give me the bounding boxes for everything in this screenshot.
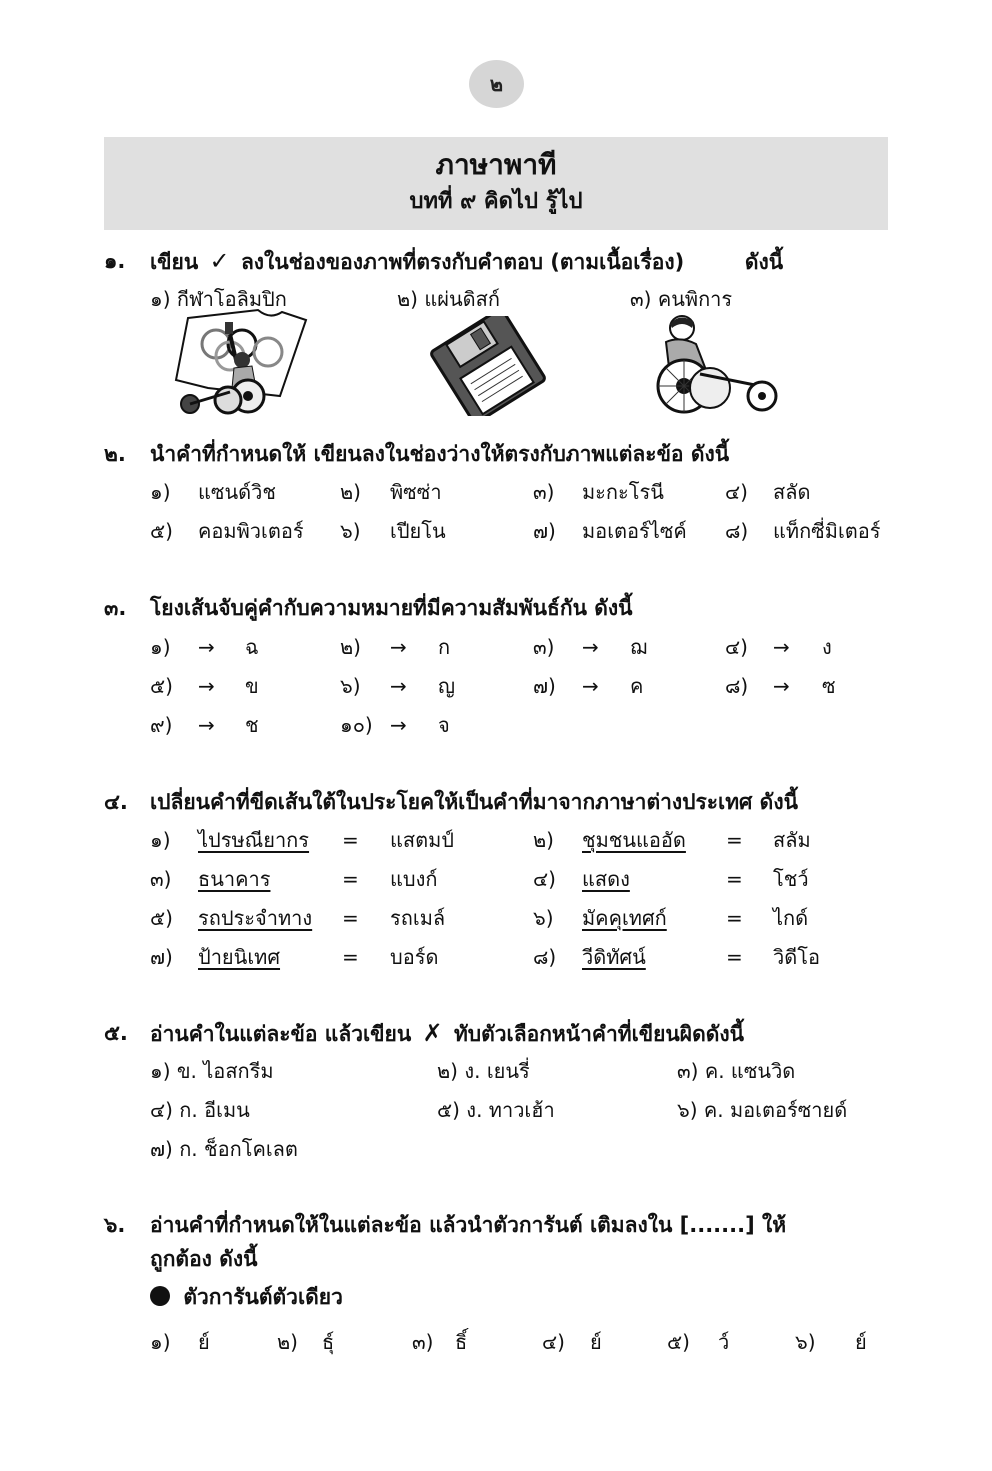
match-answer: จ [438,713,450,737]
subheading [150,1280,904,1314]
question-text: เปลี่ยนคำที่ขีดเส้นใต้ในประโยคให้เป็นคำที่มาจากภาษาต่างประเทศ ดังนี้ [150,790,798,814]
question-number: ๕. [104,1021,128,1045]
underlined-thai-word: มัคคุเทศก์ [582,906,667,930]
item-number: ๗) [533,674,556,698]
item-number: ๖) [533,906,554,930]
question-2 [104,437,904,471]
cross-mark-icon: ✗ [422,1019,443,1047]
foreign-word: แบงก์ [390,867,438,891]
arrow-icon: → [390,674,407,698]
floppy-disk-image [428,316,548,416]
item-number: ๘) [725,519,749,543]
item-number: ๓) [150,867,172,891]
subheading-label: ตัวการันต์ตัวเดียว [183,1285,343,1309]
answer-label-3: ๓) คนพิการ [630,287,733,311]
karan-answer: ธุ์ [322,1330,335,1354]
match-answer: ช [245,713,259,737]
instruction-part: ทับตัวเลือกหน้าคำที่เขียนผิดดังนี้ [453,1022,744,1046]
arrow-icon: → [390,713,407,737]
underlined-thai-word: ธนาคาร [198,867,271,891]
foreign-word: วิดีโอ [773,945,820,969]
underlined-thai-word: วีดิทัศน์ [582,945,646,969]
arrow-icon: → [582,635,599,659]
equals-sign: = [342,945,359,969]
equals-sign: = [342,867,359,891]
word-item: แซนด์วิช [198,480,276,504]
equals-sign: = [726,945,743,969]
spelling-item: ๓) ค. แซนวิด [677,1059,796,1083]
instruction-part: ดังนี้ [744,250,784,274]
page-title: ภาษาพาที [435,148,557,181]
arrow-icon: → [773,635,790,659]
bullet-icon [150,1286,170,1306]
question-text: นำคำที่กำหนดให้ เขียนลงในช่องว่างให้ตรงกับภาพแต่ละข้อ ดังนี้ [150,442,730,466]
underlined-thai-word: รถประจำทาง [198,906,313,930]
instruction-part: อ่านคำในแต่ละข้อ แล้วเขียน [150,1022,412,1046]
question-text [150,244,904,279]
foreign-word: โชว์ [773,867,809,891]
question-text-line-1: อ่านคำที่กำหนดให้ในแต่ละข้อ แล้วนำตัวการันต์ เติมลงใน [.......] ให้ [150,1213,787,1237]
arrow-icon: → [198,674,215,698]
question-text [150,1016,904,1051]
item-number: ๕) [150,906,173,930]
equals-sign: = [342,828,359,852]
match-answer: ญ [438,674,456,698]
arrow-icon: → [390,635,407,659]
item-number: ๖) [340,674,361,698]
item-number: ๒) [340,480,361,504]
item-number: ๑๐) [340,713,373,737]
spelling-item: ๗) ก. ช็อกโคเลต [150,1137,298,1161]
item-number: ๓) [533,480,555,504]
item-number: ๙) [150,713,173,737]
olympic-athlete-image [170,308,310,416]
underlined-thai-word: แสดง [582,867,630,891]
underlined-thai-word: ไปรษณียากร [198,828,310,852]
question-number: ๓. [104,596,127,620]
foreign-word: แสตมป์ [390,828,454,852]
match-answer: ฌ [630,635,648,659]
equals-sign: = [726,906,743,930]
question-5 [104,1016,904,1051]
item-number: ๒) [340,635,361,659]
arrow-icon: → [773,674,790,698]
item-number: ๗) [150,945,173,969]
spelling-item: ๕) ง. ทาวเฮ้า [437,1098,555,1122]
word-item: พิซซ่า [390,480,442,504]
equals-sign: = [342,906,359,930]
item-number: ๑) [150,480,171,504]
word-item: แท็กซี่มิเตอร์ [773,519,881,543]
question-4 [104,785,904,819]
item-number: ๕) [150,674,173,698]
item-number: ๔) [725,480,748,504]
spelling-item: ๑) ข. ไอสกรีม [150,1059,274,1083]
karan-answer: ว์ [718,1330,730,1354]
match-answer: ฉ [245,635,259,659]
word-item: มะกะโรนี [582,480,664,504]
spelling-item: ๒) ง. เยนรี่ [437,1059,530,1083]
word-item: สลัด [773,480,811,504]
item-number: ๓) [533,635,555,659]
spelling-item: ๖) ค. มอเตอร์ซายด์ [677,1098,848,1122]
page-number-badge [469,60,524,108]
item-number: ๓) [412,1330,434,1354]
underlined-thai-word: ชุมชนแออัด [582,828,686,852]
underlined-thai-word: ป้ายนิเทศ [198,945,281,969]
karan-answer: ย์ [855,1330,867,1354]
equals-sign: = [726,828,743,852]
question-3 [104,591,904,625]
item-number: ๖) [340,519,361,543]
check-mark-icon: ✓ [209,247,230,275]
foreign-word: ไกด์ [773,906,809,930]
item-number: ๑) [150,1330,171,1354]
word-item: คอมพิวเตอร์ [198,519,304,543]
item-number: ๕) [150,519,173,543]
item-number: ๔) [725,635,748,659]
title-banner [104,137,888,230]
item-number: ๑) [150,635,171,659]
match-answer: ง [822,635,832,659]
spelling-item: ๔) ก. อีเมน [150,1098,250,1122]
item-number: ๔) [533,867,556,891]
item-number: ๒) [277,1330,298,1354]
disabled-person-image [650,314,785,416]
question-text-line-2: ถูกต้อง ดังนี้ [150,1247,258,1271]
item-number: ๗) [533,519,556,543]
item-number: ๘) [725,674,749,698]
match-answer: ค [630,674,644,698]
karan-answer: ธิ์ [455,1330,468,1354]
instruction-part: เขียน [150,250,199,274]
karan-answer: ย์ [198,1330,210,1354]
question-number: ๑. [104,249,126,273]
question-number: ๖. [104,1213,126,1237]
equals-sign: = [726,867,743,891]
match-answer: ซ [822,674,836,698]
item-number: ๑) [150,828,171,852]
foreign-word: สลัม [773,828,811,852]
foreign-word: รถเมล์ [390,906,446,930]
item-number: ๔) [542,1330,565,1354]
question-text: โยงเส้นจับคู่คำกับความหมายที่มีความสัมพันธ์กัน ดังนี้ [150,596,633,620]
foreign-word: บอร์ด [390,945,439,969]
question-6 [104,1208,904,1314]
karan-answer: ย์ [590,1330,602,1354]
instruction-part: ลงในช่องของภาพที่ตรงกับคำตอบ (ตามเนื้อเรื่อง) [240,250,685,274]
answer-label-1: ๑) กีฬาโอลิมปิก [150,287,287,311]
item-number: ๕) [667,1330,690,1354]
arrow-icon: → [582,674,599,698]
arrow-icon: → [198,713,215,737]
question-number: ๒. [104,442,126,466]
question-number: ๔. [104,790,128,814]
match-answer: ก [438,635,451,659]
word-item: เปียโน [390,519,446,543]
word-item: มอเตอร์ไซค์ [582,519,687,543]
item-number: ๘) [533,945,557,969]
item-number: ๒) [533,828,554,852]
question-1 [104,244,904,279]
page-number: ๒ [489,72,504,96]
arrow-icon: → [198,635,215,659]
lesson-subtitle: บทที่ ๙ คิดไป รู้ไป [409,189,583,214]
item-number: ๖) [795,1330,816,1354]
match-answer: ข [245,674,259,698]
answer-label-2: ๒) แผ่นดิสก์ [397,287,500,311]
